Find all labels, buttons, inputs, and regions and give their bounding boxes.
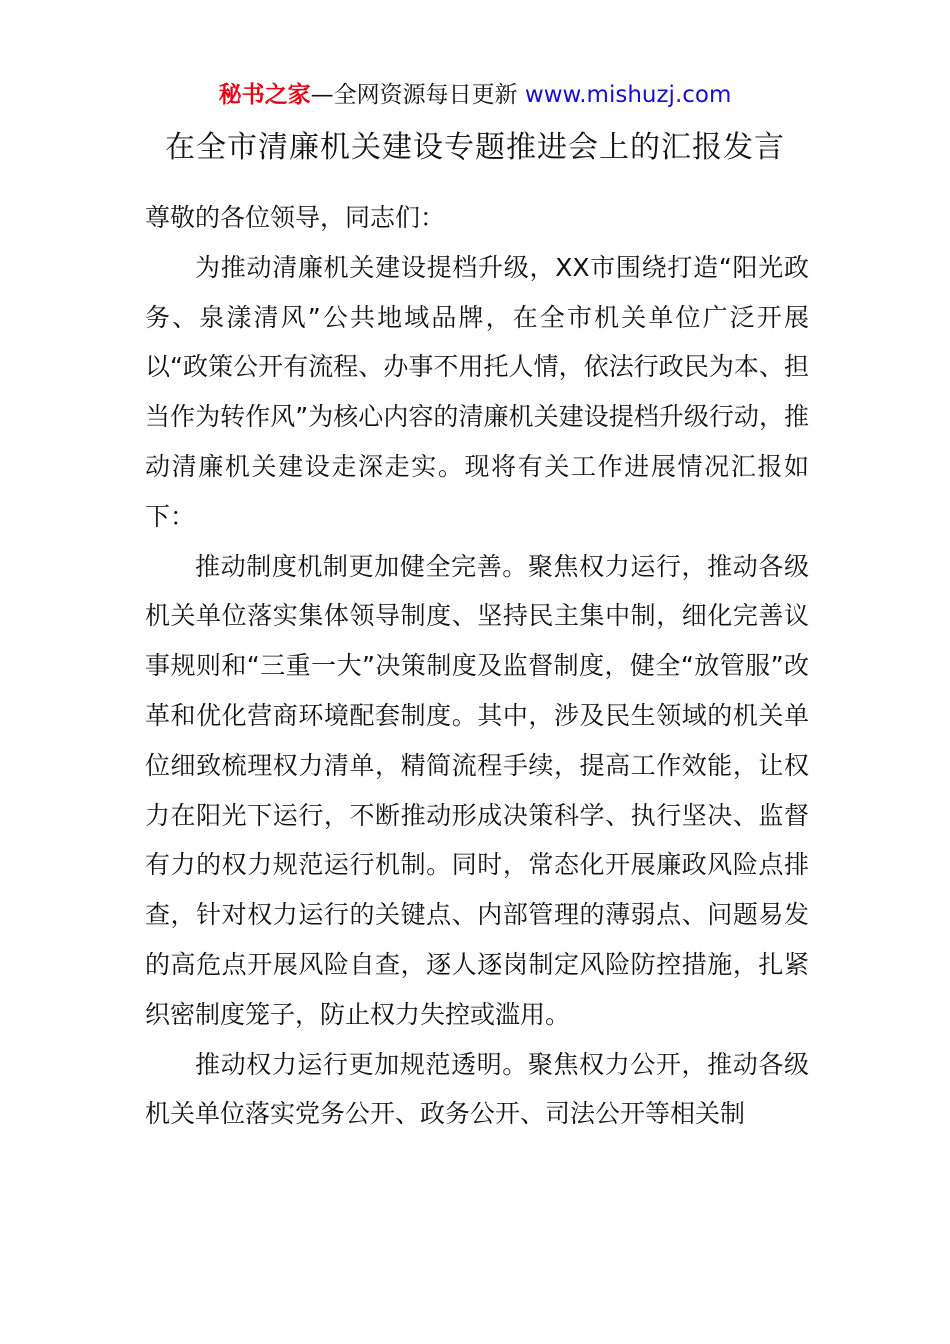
site-brand: 秘书之家 (218, 82, 311, 108)
site-url-link[interactable]: www.mishuzj.com (524, 82, 732, 108)
document-body (145, 193, 809, 1139)
document-title: 在全市清廉机关建设专题推进会上的汇报发言 (165, 130, 785, 165)
site-tagline: —全网资源每日更新 (310, 82, 525, 108)
paragraph-transparency: 推动权力运行更加规范透明。聚焦权力公开，推动各级机关单位落实党务公开、政务公开、司法公开等相关制 (145, 1049, 809, 1129)
paragraph-institutions: 推动制度机制更加健全完善。聚焦权力运行，推动各级机关单位落实集体领导制度、坚持民主集中制，细化完善议事规则和“三重一大”决策制度及监督制度，健全“放管服”改革和优化营商环境配套制度。其中，涉及民生领域的机关单位细致梳理权力清单，精简流程手续，提高工作效能，让权力在阳光下运行，不断推动形成决策科学、执行坚决、监督有力的权力规范运行机制。同时，常态化开展廉政风险点排查，针对权力运行的关键点、内部管理的薄弱点、问题易发的高危点开展风险自查，逐人逐岗制定风险防控措施，扎紧织密制度笼子，防止权力失控或滥用。 (145, 551, 809, 1029)
site-header (0, 80, 950, 110)
salutation: 尊敬的各位领导，同志们： (145, 203, 446, 232)
paragraph-intro: 为推动清廉机关建设提档升级，XX市围绕打造“阳光政务、泉漾清风”公共地域品牌，在全市机关单位广泛开展以“政策公开有流程、办事不用托人情，依法行政民为本、担当作为转作风”为核心内容的清廉机关建设提档升级行动，推动清廉机关建设走深走实。现将有关工作进展情况汇报如下： (145, 252, 809, 531)
